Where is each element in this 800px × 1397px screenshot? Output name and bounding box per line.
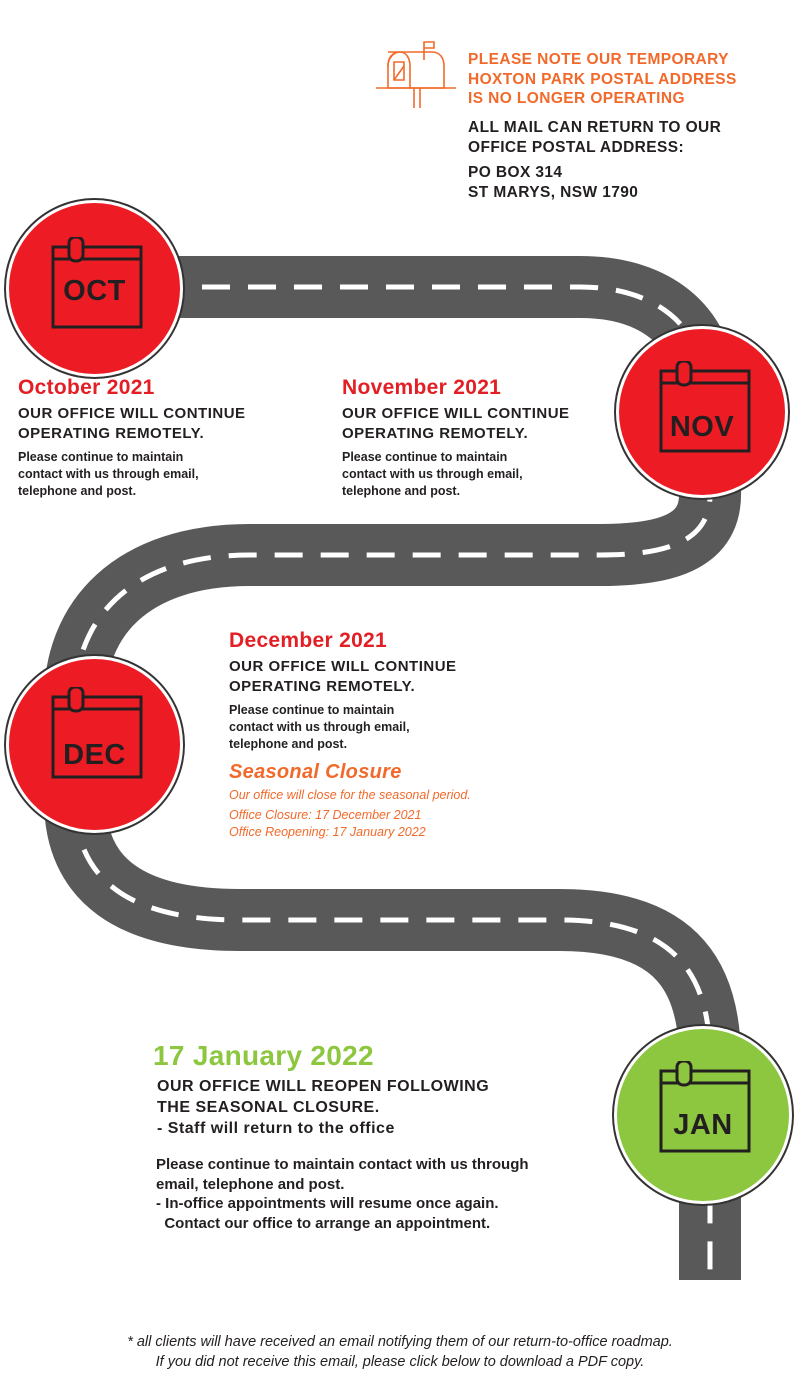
jan-badge	[614, 1026, 792, 1204]
footnote-line: If you did not receive this email, please click below to download a PDF copy.	[155, 1353, 645, 1370]
december-body	[229, 702, 569, 753]
october-body	[18, 449, 318, 500]
body-line: Contact our office to arrange an appointment.	[156, 1214, 491, 1232]
january-title: 17 January 2022	[153, 1040, 374, 1071]
status-line: OUR OFFICE WILL CONTINUE	[229, 658, 457, 675]
body-line: - In-office appointments will resume once again.	[156, 1195, 499, 1212]
october-status	[18, 404, 318, 443]
body-line: Please continue to maintain contact with us through	[156, 1156, 529, 1173]
postal-address	[468, 163, 788, 202]
body-line: Please continue to maintain	[342, 450, 508, 464]
jan-label: JAN	[673, 1109, 733, 1141]
november-section	[342, 376, 612, 500]
status-line: OPERATING REMOTELY.	[229, 677, 416, 695]
oct-badge	[6, 200, 183, 377]
alert-line: PLEASE NOTE OUR TEMPORARY	[468, 51, 729, 68]
nov-label: NOV	[669, 411, 735, 443]
body-line: contact with us through email,	[18, 467, 199, 481]
body-line: contact with us through email,	[229, 720, 410, 734]
november-status	[342, 404, 612, 443]
october-section	[18, 376, 318, 500]
dec-badge	[6, 656, 183, 833]
november-body	[342, 449, 612, 500]
body-line: Please continue to maintain	[229, 703, 395, 717]
footnote	[0, 1333, 800, 1372]
body-line: telephone and post.	[342, 484, 461, 498]
december-status	[229, 657, 569, 696]
december-title: December 2021	[229, 629, 388, 652]
body-line: email, telephone and post.	[156, 1175, 345, 1193]
status-line: OUR OFFICE WILL CONTINUE	[18, 405, 246, 422]
return-notice	[468, 118, 788, 157]
address-line: ST MARYS, NSW 1790	[468, 183, 639, 201]
january-status	[157, 1076, 613, 1139]
january-body	[156, 1155, 613, 1233]
nov-badge	[616, 326, 788, 498]
seasonal-closure-title: Seasonal Closure	[229, 761, 402, 783]
body-line: telephone and post.	[18, 484, 137, 498]
return-line: ALL MAIL CAN RETURN TO OUR	[468, 119, 722, 136]
return-line: OFFICE POSTAL ADDRESS:	[468, 138, 685, 156]
address-line: PO BOX 314	[468, 164, 563, 181]
oct-label: OCT	[63, 275, 126, 307]
status-line: - Staff will return to the office	[157, 1120, 395, 1137]
footnote-line: * all clients will have received an email notifying them of our return-to-office roadmap.	[127, 1334, 673, 1350]
dec-label: DEC	[63, 739, 126, 771]
october-title: October 2021	[18, 376, 155, 399]
alert-line: HOXTON PARK POSTAL ADDRESS	[468, 70, 737, 88]
seasonal-line: Our office will close for the seasonal period.	[229, 788, 471, 802]
body-line: contact with us through email,	[342, 467, 523, 481]
mailbox-icon	[376, 36, 460, 110]
status-line: OUR OFFICE WILL REOPEN FOLLOWING	[157, 1078, 490, 1095]
status-line: OUR OFFICE WILL CONTINUE	[342, 405, 570, 422]
january-section	[153, 1040, 613, 1233]
december-section	[229, 629, 569, 841]
alert-line: IS NO LONGER OPERATING	[468, 90, 685, 107]
seasonal-closure-text	[229, 787, 569, 841]
body-line: Please continue to maintain	[18, 450, 184, 464]
body-line: telephone and post.	[229, 737, 348, 751]
address-alert	[468, 50, 788, 109]
seasonal-line: Office Reopening: 17 January 2022	[229, 825, 426, 839]
november-title: November 2021	[342, 376, 502, 399]
status-line: OPERATING REMOTELY.	[18, 424, 205, 442]
status-line: OPERATING REMOTELY.	[342, 424, 529, 442]
seasonal-line: Office Closure: 17 December 2021	[229, 808, 422, 822]
status-line: THE SEASONAL CLOSURE.	[157, 1099, 380, 1116]
